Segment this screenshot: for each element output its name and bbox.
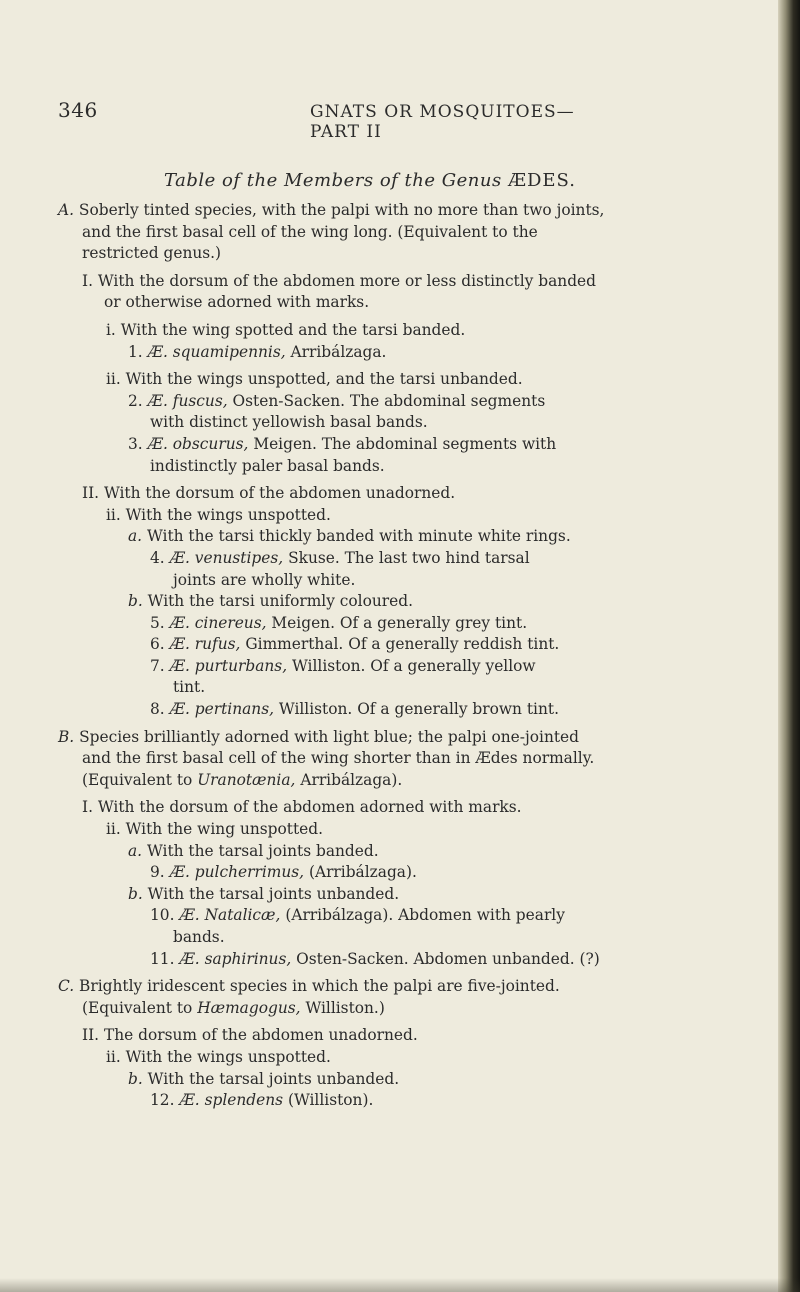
species-name: Æ. fuscus,: [147, 391, 228, 410]
species-entry: [58, 656, 748, 678]
division-text: With the tarsal joints banded.: [142, 841, 379, 860]
group-heading-cont: or otherwise adorned with marks.: [104, 293, 370, 312]
section-letter: B.: [58, 727, 75, 746]
species-number: 4.: [150, 548, 165, 567]
section-b-line: [58, 770, 748, 792]
division-heading: [58, 1069, 748, 1091]
species-name: Æ. obscurus,: [147, 434, 249, 453]
key-body: [58, 200, 748, 1112]
species-note: tint.: [173, 678, 206, 697]
species-note: joints are wholly white.: [173, 570, 356, 589]
species-name: Æ. venustipes,: [169, 548, 284, 567]
species-name: Æ. Natalicæ,: [179, 906, 281, 925]
species-number: 12.: [150, 1091, 175, 1110]
division-letter: b.: [128, 884, 143, 903]
division-text: With the tarsal joints unbanded.: [142, 884, 400, 903]
section-a-line: restricted genus.): [82, 244, 222, 263]
species-entry: [58, 949, 748, 971]
species-authority: Skuse. The last two hind tarsal: [288, 548, 530, 567]
species-authority: (Arribálzaga).: [308, 863, 417, 882]
section-text: (Equivalent to: [82, 770, 193, 789]
species-name: Æ. pertinans,: [169, 700, 274, 719]
species-number: 9.: [150, 863, 165, 882]
species-name: Æ. purturbans,: [169, 656, 288, 675]
division-text: With the tarsi uniformly coloured.: [142, 592, 413, 611]
species-authority: Gimmerthal. Of a generally reddish tint.: [245, 635, 560, 654]
species-number: 7.: [150, 656, 165, 675]
species-authority: Meigen. Of a generally grey tint.: [271, 613, 528, 632]
species-authority: (Williston).: [287, 1091, 374, 1110]
species-entry: [58, 548, 748, 570]
division-letter: a.: [128, 527, 143, 546]
section-text: Species brilliantly adorned with light blue; the palpi one-jointed: [79, 727, 580, 746]
subgroup-heading: i. With the wing spotted and the tarsi banded.: [106, 320, 466, 339]
running-title: GNATS OR MOSQUITOES—PART II: [310, 102, 575, 142]
section-text: (Equivalent to: [82, 998, 193, 1017]
species-entry: [58, 342, 748, 364]
division-text: With the tarsal joints unbanded.: [142, 1069, 400, 1088]
page-binding-edge: [778, 0, 800, 1292]
group-heading: I. With the dorsum of the abdomen adorned with marks.: [82, 798, 522, 817]
section-text: Soberly tinted species, with the palpi with no more than two joints,: [78, 201, 605, 219]
division-letter: b.: [128, 1069, 143, 1088]
species-authority: Williston. Of a generally yellow: [292, 656, 536, 675]
table-title: [0, 170, 740, 191]
division-letter: a.: [128, 841, 143, 860]
species-authority: Arribálzaga.: [290, 342, 387, 361]
species-entry: [58, 434, 748, 456]
subgroup-heading: ii. With the wings unspotted, and the tarsi unbanded.: [106, 370, 523, 389]
species-entry: [58, 613, 748, 635]
species-number: 2.: [128, 391, 143, 410]
species-name: Æ. rufus,: [169, 635, 241, 654]
species-authority: Osten-Sacken. Abdomen unbanded. (?): [296, 949, 600, 968]
species-authority: Osten-Sacken. The abdominal segments: [232, 391, 546, 410]
division-heading: [58, 591, 748, 613]
section-a-line: and the first basal cell of the wing long. (Equivalent to the: [82, 222, 538, 241]
species-note: bands.: [173, 928, 225, 946]
section-c-line: [58, 976, 748, 998]
species-name: Æ. squamipennis,: [147, 342, 286, 361]
subgroup-heading: ii. With the wings unspotted.: [106, 1047, 331, 1066]
genus-name: Uranotænia,: [197, 770, 296, 789]
species-entry: [58, 634, 748, 656]
species-number: 6.: [150, 635, 165, 654]
division-heading: [58, 884, 748, 906]
subgroup-heading: ii. With the wings unspotted.: [106, 505, 331, 524]
table-title-genus: ÆDES.: [507, 170, 576, 191]
species-authority: Meigen. The abdominal segments with: [253, 434, 557, 453]
species-name: Æ. saphirinus,: [179, 949, 292, 968]
section-b-line: [58, 727, 748, 749]
section-c-line: [58, 998, 748, 1020]
division-heading: [58, 841, 748, 863]
species-authority: Williston. Of a generally brown tint.: [278, 700, 559, 719]
section-b: [58, 727, 748, 971]
section-a: [58, 200, 748, 721]
division-text: With the tarsi thickly banded with minute white rings.: [142, 527, 571, 546]
section-b-line: and the first basal cell of the wing shorter than in Ædes normally.: [82, 749, 595, 768]
page-number: 346: [58, 98, 98, 122]
group-heading: I. With the dorsum of the abdomen more or less distinctly banded: [82, 271, 597, 290]
section-text: Williston.): [305, 998, 385, 1017]
division-heading: [58, 526, 748, 548]
species-entry: [58, 1090, 748, 1112]
species-number: 10.: [150, 906, 175, 925]
species-entry: [58, 862, 748, 884]
species-entry: [58, 391, 748, 413]
group-heading: II. With the dorsum of the abdomen unadorned.: [82, 484, 456, 503]
species-authority: (Arribálzaga). Abdomen with pearly: [285, 906, 565, 925]
division-letter: b.: [128, 592, 143, 611]
species-note: indistinctly paler basal bands.: [150, 456, 385, 475]
species-entry: [58, 699, 748, 721]
species-name: Æ. splendens: [179, 1091, 284, 1110]
table-title-prefix: Table of the Members of the Genus: [164, 170, 502, 191]
genus-name: Hæmagogus,: [197, 998, 301, 1017]
section-c: [58, 976, 748, 1112]
section-letter: C.: [58, 977, 75, 996]
species-entry: [58, 905, 748, 927]
species-number: 1.: [128, 342, 143, 361]
section-text: Brightly iridescent species in which the palpi are five-jointed.: [79, 977, 560, 996]
species-number: 8.: [150, 700, 165, 719]
species-number: 3.: [128, 434, 143, 453]
page-bottom-shadow: [0, 1278, 800, 1292]
species-number: 11.: [150, 949, 175, 968]
group-heading: II. The dorsum of the abdomen unadorned.: [82, 1026, 418, 1045]
subgroup-heading: ii. With the wing unspotted.: [106, 820, 324, 839]
species-note: with distinct yellowish basal bands.: [150, 413, 428, 432]
species-name: Æ. cinereus,: [169, 613, 267, 632]
section-a-line: [58, 200, 748, 222]
species-number: 5.: [150, 613, 165, 632]
section-text: Arribálzaga).: [300, 770, 403, 789]
species-name: Æ. pulcherrimus,: [169, 863, 305, 882]
section-letter: A.: [58, 201, 75, 219]
